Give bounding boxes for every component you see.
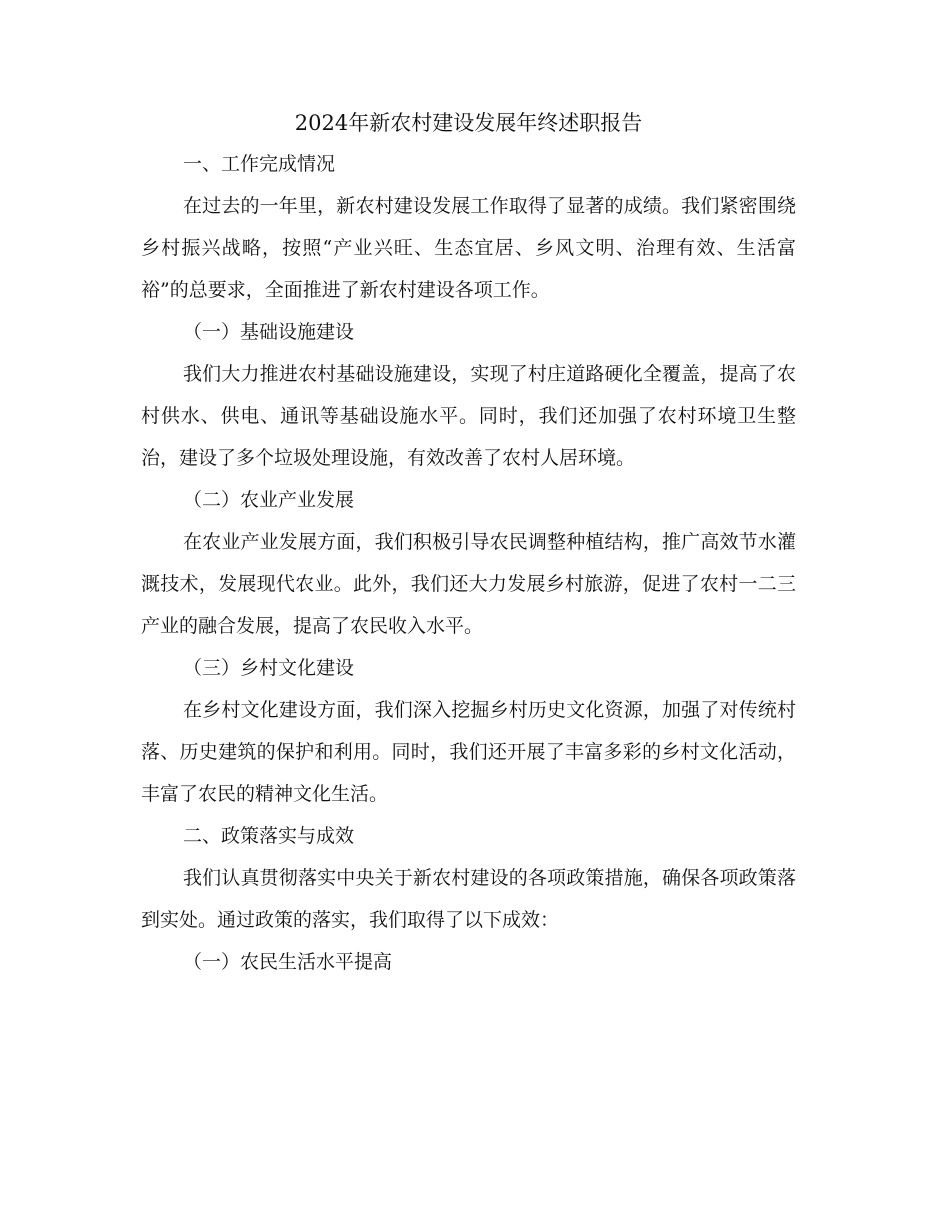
section-heading-work-completion: 一、工作完成情况 [183,153,336,175]
document-title: 2024年新农村建设发展年终述职报告 [294,111,643,135]
culture-paragraph: 在乡村文化建设方面，我们深入挖掘乡村历史文化资源，加强了对传统村落、历史建筑的保护和利用。同时，我们还开展了丰富多彩的乡村文化活动，丰富了农民的精神文化生活。 [141,699,796,805]
subsection-heading-living-standards: （一）农民生活水平提高 [183,951,393,973]
policy-intro-paragraph: 我们认真贯彻落实中央关于新农村建设的各项政策措施，确保各项政策落到实处。通过政策的落实，我们取得了以下成效： [141,867,796,931]
subsection-heading-infrastructure: （一）基础设施建设 [183,321,355,343]
subsection-heading-culture: （三）乡村文化建设 [183,657,355,679]
section-intro-paragraph: 在过去的一年里，新农村建设发展工作取得了显著的成绩。我们紧密围绕乡村振兴战略，按照“产业兴旺、生态宜居、乡风文明、治理有效、生活富裕”的总要求，全面推进了新农村建设各项工作。 [141,195,796,301]
document-body [141,103,796,983]
section-heading-policy-implementation: 二、政策落实与成效 [183,825,355,847]
infrastructure-paragraph: 我们大力推进农村基础设施建设，实现了村庄道路硬化全覆盖，提高了农村供水、供电、通讯等基础设施水平。同时，我们还加强了农村环境卫生整治，建设了多个垃圾处理设施，有效改善了农村人居环境。 [141,363,796,469]
subsection-heading-agriculture: （二）农业产业发展 [183,489,355,511]
agriculture-paragraph: 在农业产业发展方面，我们积极引导农民调整种植结构，推广高效节水灌溉技术，发展现代农业。此外，我们还大力发展乡村旅游，促进了农村一二三产业的融合发展，提高了农民收入水平。 [141,531,796,637]
